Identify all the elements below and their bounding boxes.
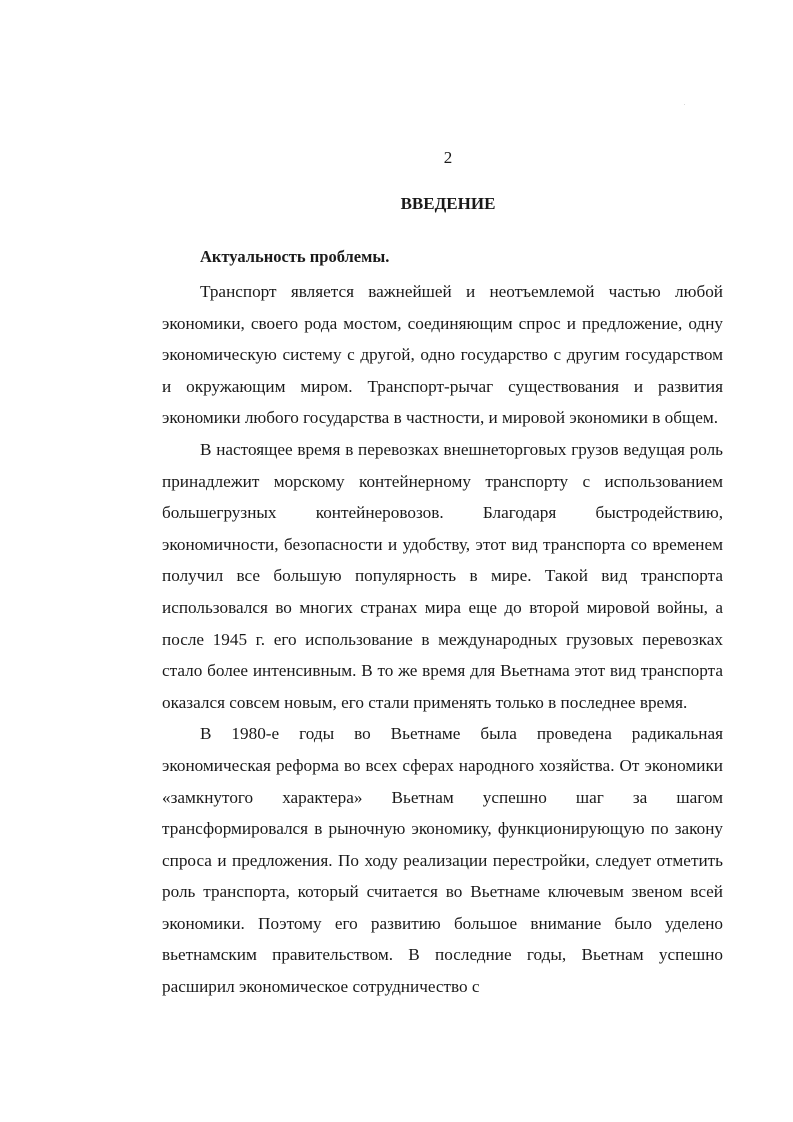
- paragraph: В настоящее время в перевозках внешнеторговых грузов ведущая роль принадлежит морскому контейнерному транспорту с использованием большегрузных контейнеровозов. Благодаря быстродействию, экономичности, безопасности и удобству, этот вид транспорта со временем получил все большую популярность в мире. Такой вид транспорта использовался во многих странах мира еще до второй мировой войны, а после 1945 г. его использование в международных грузовых перевозках стало более интенсивным. В то же время для Вьетнама этот вид транспорта оказался совсем новым, его стали применять только в последнее время.: [162, 439, 723, 712]
- paragraph: Транспорт является важнейшей и неотъемлемой частью любой экономики, своего рода мостом, соединяющим спрос и предложение, одну экономическую систему с другой, одно государство с другим государством и окружающим миром. Транспорт-рычаг существования и развития экономики любого государства в частности, и мировой экономики в общем.: [162, 282, 723, 428]
- page-number: 2: [443, 148, 453, 167]
- body-text: [162, 276, 723, 1003]
- page-title: ВВЕДЕНИЕ: [400, 194, 496, 213]
- paragraph: В 1980-е годы во Вьетнаме была проведена радикальная экономическая реформа во всех сферах народного хозяйства. От экономики «замкнутого характера» Вьетнам успешно шаг за шагом трансформировался в рыночную экономику, функционирующую по закону спроса и предложения. По ходу реализации перестройки, следует отметить роль транспорта, который считается во Вьетнаме ключевым звеном всей экономики. Поэтому его развитию большое внимание было уделено вьетнамским правительством. В последние годы, Вьетнам успешно расширил экономическое сотрудничество с: [162, 724, 723, 997]
- scan-mark: [684, 104, 685, 105]
- section-heading: Актуальность проблемы.: [200, 247, 390, 266]
